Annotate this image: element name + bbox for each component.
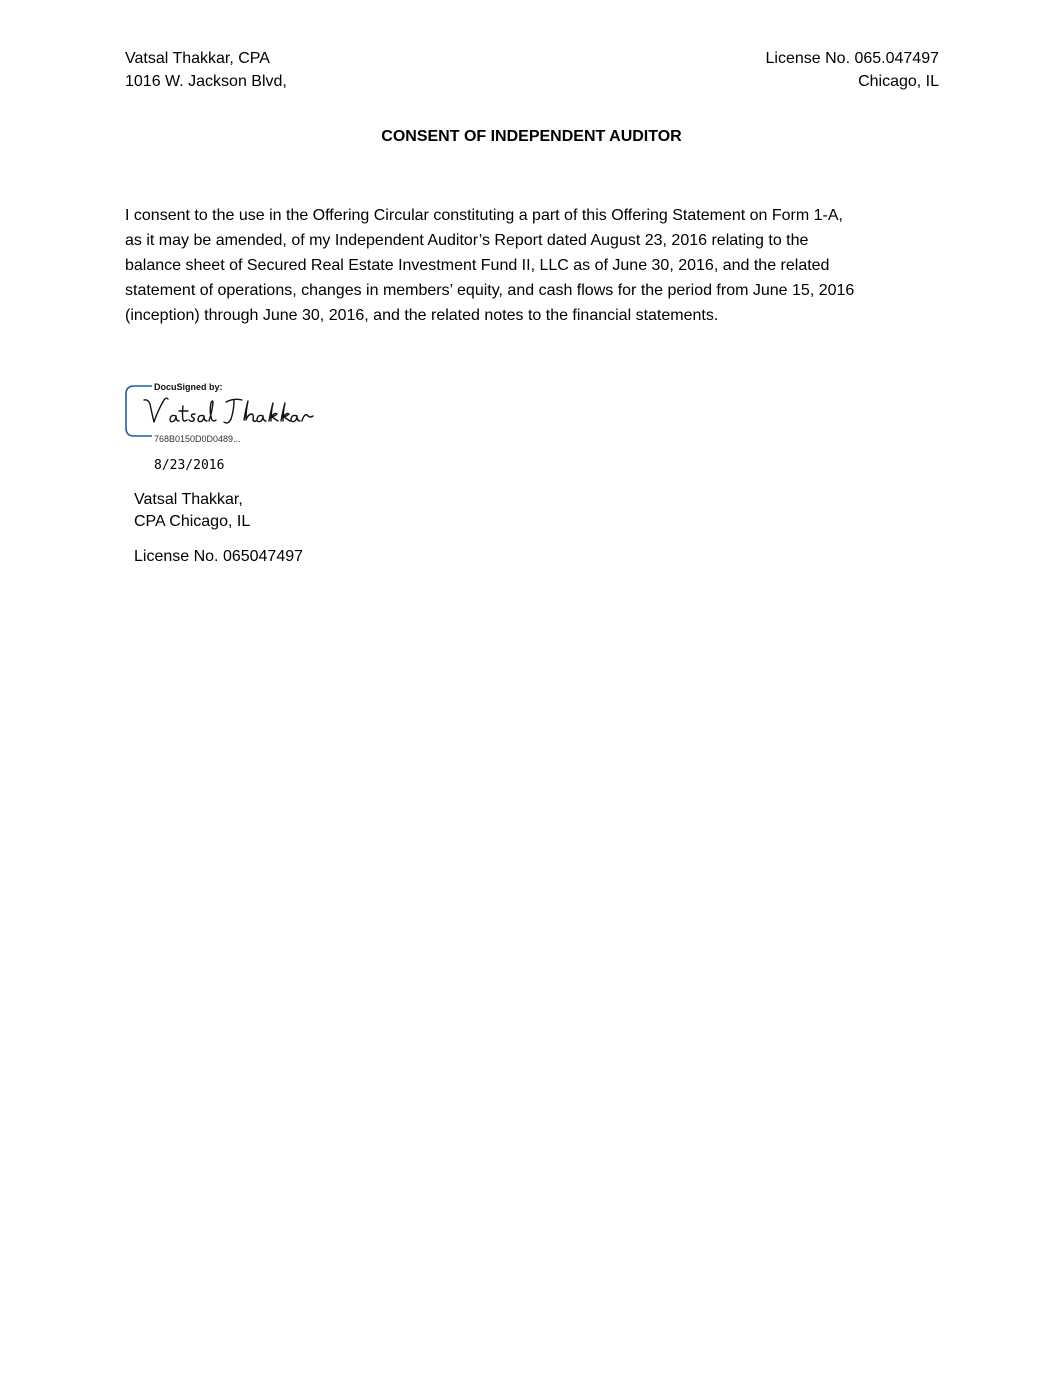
auditor-license-city xyxy=(766,47,939,93)
docusign-envelope-id: 768B0150D0D0489... xyxy=(154,434,241,444)
header-city: Chicago, IL xyxy=(858,73,939,90)
auditor-name-address xyxy=(125,47,287,93)
paragraph-line: (inception) through June 30, 2016, and the related notes to the financial statements. xyxy=(125,307,719,324)
signer-name: Vatsal Thakkar, xyxy=(134,491,243,508)
handwritten-signature xyxy=(142,392,317,432)
signature-date: 8/23/2016 xyxy=(154,458,225,473)
consent-paragraph xyxy=(125,203,940,328)
paragraph-line: I consent to the use in the Offering Circular constituting a part of this Offering Statement on Form 1-A, xyxy=(125,207,843,224)
paragraph-line: balance sheet of Secured Real Estate Investment Fund II, LLC as of June 30, 2016, and the related xyxy=(125,257,830,274)
paragraph-line: as it may be amended, of my Independent Auditor’s Report dated August 23, 2016 relating to the xyxy=(125,232,809,249)
auditor-street: 1016 W. Jackson Blvd, xyxy=(125,73,287,90)
paragraph-line: statement of operations, changes in members’ equity, and cash flows for the period from June 15, 2016 xyxy=(125,282,855,299)
docusign-header: DocuSigned by: xyxy=(154,382,223,392)
header-license-number: License No. 065.047497 xyxy=(765,50,939,67)
signer-block xyxy=(134,489,250,533)
document-title: CONSENT OF INDEPENDENT AUDITOR xyxy=(381,128,682,145)
signer-license-number: License No. 065047497 xyxy=(134,548,304,565)
signer-title-location: CPA Chicago, IL xyxy=(134,513,251,530)
docusign-signature-block xyxy=(124,380,324,442)
auditor-name: Vatsal Thakkar, CPA xyxy=(125,50,270,67)
